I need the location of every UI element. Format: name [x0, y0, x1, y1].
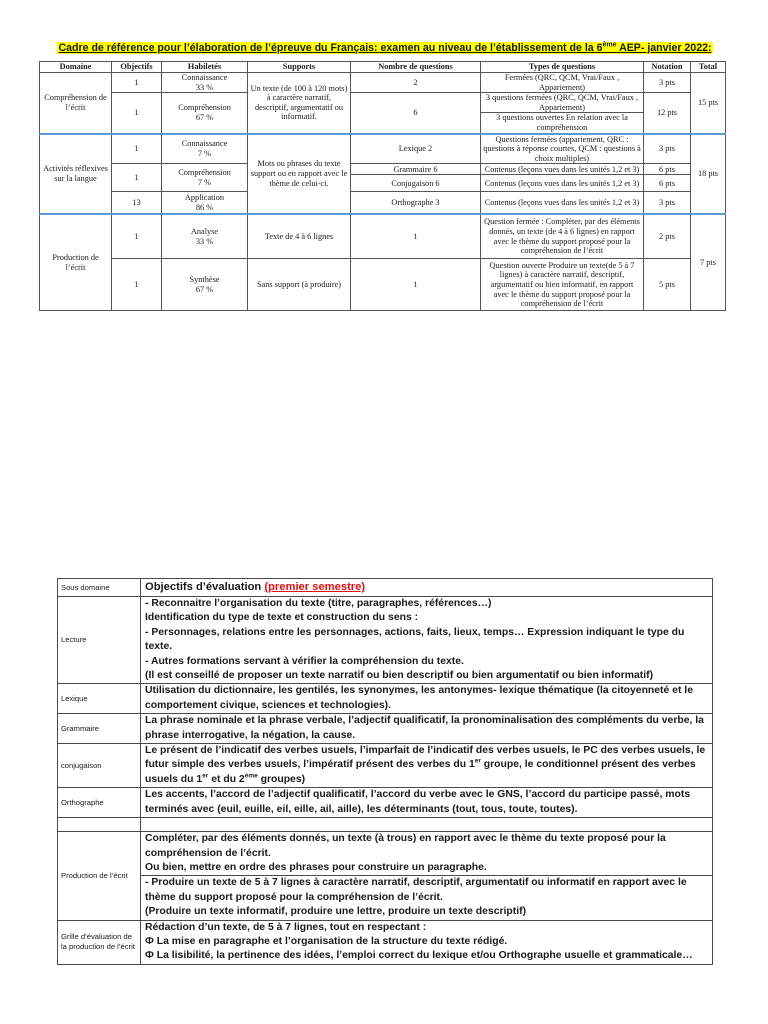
skill-cell: Compréhension 7 % [162, 164, 248, 192]
header-cell: Notation [644, 62, 691, 73]
subdomain-label: Grammaire [58, 714, 141, 744]
score-cell: 5 pts [644, 259, 691, 311]
total-cell: 7 pts [691, 214, 726, 311]
table-row [40, 214, 726, 259]
subdomain-label: Lexique [58, 684, 141, 714]
question-count-cell: 6 [351, 93, 481, 134]
skill-cell: Synthèse 67 % [162, 259, 248, 311]
subdomain-header: Sous domaine [58, 579, 141, 597]
question-type-cell: Contenus (leçons vues dans les unités 1,2 et 3) [481, 164, 644, 175]
question-count-cell: 1 [351, 259, 481, 311]
skill-cell: Analyse 33 % [162, 214, 248, 259]
conjugation-objectives: Le présent de l’indicatif des verbes usuels, l’imparfait de l’indicatif des verbes usuels, le PC des verbes usuels, le futur simple des verbes usuels, l’impératif présent des verbes du 1er groupe, le conditionnel présent des verbes usuels du 1er et du 2ème groupes) [141, 744, 713, 788]
objective-cell: 1 [112, 134, 162, 164]
subdomain-label: Orthographe [58, 788, 141, 818]
reading-objectives: - Reconnaitre l’organisation du texte (titre, paragraphes, références…) Identification du type de texte et construction du sens : - Personnages, relations entre les personnages, actions, faits, lieux, temps… Expression indiquant le type du texte. - Autres formations servant à vérifier la compréhension du texte. (Il est conseillé de proposer un texte narratif ou bien descriptif ou bien argumentatif ou bien informatif) [141, 597, 713, 684]
table-row-empty [58, 818, 713, 832]
score-cell: 6 pts [644, 164, 691, 175]
table-row [40, 259, 726, 311]
table-row [58, 597, 713, 684]
skill-cell: Compréhension 67 % [162, 93, 248, 134]
objective-cell: 1 [112, 259, 162, 311]
skill-cell: Connaissance 33 % [162, 73, 248, 93]
header-cell: Supports [248, 62, 351, 73]
semester-label: (premier semestre) [264, 581, 366, 594]
header-cell: Total [691, 62, 726, 73]
score-cell: 3 pts [644, 134, 691, 164]
document-title: Cadre de référence pour l’élaboration de l’épreuve du Français: examen au niveau de l’établissement de la 6ème AEP- janvier 2022: [58, 41, 712, 54]
table-row [58, 876, 713, 920]
domain-cell: Production de l’écrit [40, 214, 112, 311]
domain-cell: Activités réflexives sur la langue [40, 134, 112, 214]
table-row [40, 93, 726, 113]
question-type-cell: Questions fermées (appariement, QRC : questions à réponse courtes, QCM : questions à choix multiples) [481, 134, 644, 164]
question-type-cell: 3 questions ouvertes En relation avec la compréhension [481, 113, 644, 134]
subdomain-label: conjugaison [58, 744, 141, 788]
writing-objectives-completion: Compléter, par des éléments donnés, un texte (à trous) en rapport avec le thème du texte proposé pour la compréhension de l’écrit. Ou bien, mettre en ordre des phrases pour construire un paragraphe. [141, 832, 713, 876]
table-row [58, 788, 713, 818]
objective-cell: 1 [112, 93, 162, 134]
subdomain-label: Production de l’écrit [58, 832, 141, 920]
header-cell: Types de questions [481, 62, 644, 73]
score-cell: 2 pts [644, 214, 691, 259]
writing-objectives-production: - Produire un texte de 5 à 7 lignes à caractère narratif, descriptif, argumentatif ou informatif en rapport avec le thème du support proposé pour la compréhension de l’écrit. (Produire un texte informatif, produire une lettre, produire un texte descriptif) [141, 876, 713, 920]
total-cell: 18 pts [691, 134, 726, 214]
skill-cell: Application 86 % [162, 192, 248, 214]
question-count-cell: 1 [351, 214, 481, 259]
score-cell: 3 pts [644, 192, 691, 214]
table-header-row [40, 62, 726, 73]
header-cell: Nombre de questions [351, 62, 481, 73]
support-cell: Mots ou phrases du texte support ou en rapport avec le thème de celui-ci. [248, 134, 351, 214]
table-row [58, 684, 713, 714]
support-cell: Sans support (à produire) [248, 259, 351, 311]
question-count-cell: Lexique 2 [351, 134, 481, 164]
subdomain-label: Grille d’évaluation de la production de l’écrit [58, 920, 141, 964]
table-row [58, 832, 713, 876]
total-cell: 15 pts [691, 73, 726, 134]
objective-cell: 1 [112, 73, 162, 93]
support-cell: Un texte (de 100 à 120 mots) à caractère narratif, descriptif, argumentatif ou informatif. [248, 73, 351, 134]
question-type-cell: 3 questions fermées (QRC, QCM, Vrai/Faux , Appariement) [481, 93, 644, 113]
question-count-cell: Conjugaison 6 [351, 175, 481, 192]
header-cell: Domaine [40, 62, 112, 73]
table-row [40, 192, 726, 214]
table-row [40, 134, 726, 164]
question-type-cell: Contenus (leçons vues dans les unités 1,2 et 3) [481, 175, 644, 192]
question-type-cell: Question fermée : Compléter, par des éléments donnés, un texte (de 4 à 6 lignes) en rapport avec le thème du support proposé pour la compréhension de l’écrit [481, 214, 644, 259]
table-header-row [58, 579, 713, 597]
reference-table [39, 61, 726, 311]
domain-cell: Compréhension de l’écrit [40, 73, 112, 134]
objectives-header: Objectifs d’évaluation (premier semestre) [141, 579, 713, 597]
table-row [58, 744, 713, 788]
subdomain-label: Lecture [58, 597, 141, 684]
table-row [58, 920, 713, 964]
score-cell: 12 pts [644, 93, 691, 134]
objective-cell: 1 [112, 164, 162, 192]
support-cell: Texte de 4 à 6 lignes [248, 214, 351, 259]
question-count-cell: Orthographe 3 [351, 192, 481, 214]
vocabulary-objectives: Utilisation du dictionnaire, les gentilés, les synonymes, les antonymes- lexique thématique (la citoyenneté et le comportement civique, sciences et technologies). [141, 684, 713, 714]
question-type-cell: Question ouverte Produire un texte(de 5 à 7 lignes) à caractère narratif, descriptif, argumentatif ou bien informatif, en rapport avec le thème du support proposé pour la compréhension de l’écrit [481, 259, 644, 311]
spelling-objectives: Les accents, l’accord de l’adjectif qualificatif, l’accord du verbe avec le GNS, l’accord du participe passé, mots terminés avec (euil, euille, eil, eille, ail, aille), les déterminants (tout, tous, toute, toutes). [141, 788, 713, 818]
objectives-table [57, 578, 713, 965]
question-count-cell: Grammaire 6 [351, 164, 481, 175]
table-row [58, 714, 713, 744]
header-cell: Objectifs [112, 62, 162, 73]
grammar-objectives: La phrase nominale et la phrase verbale, l’adjectif qualificatif, la pronominalisation des compléments du verbe, la phrase interrogative, la négation, la cause. [141, 714, 713, 744]
objective-cell: 13 [112, 192, 162, 214]
table-row [40, 164, 726, 175]
question-type-cell: Contenus (leçons vues dans les unités 1,2 et 3) [481, 192, 644, 214]
header-cell: Habiletés [162, 62, 248, 73]
score-cell: 3 pts [644, 73, 691, 93]
score-cell: 6 pts [644, 175, 691, 192]
question-type-cell: Fermées (QRC, QCM, Vrai/Faux , Appariement) [481, 73, 644, 93]
question-count-cell: 2 [351, 73, 481, 93]
evaluation-grid: Rédaction d’un texte, de 5 à 7 lignes, tout en respectant : Ф La mise en paragraphe et l’organisation de la structure du texte rédigé. Ф La lisibilité, la pertinence des idées, l’emploi correct du lexique et/ou Orthographe usuelle et grammaticale… [141, 920, 713, 964]
table-row [40, 73, 726, 93]
objective-cell: 1 [112, 214, 162, 259]
skill-cell: Connaissance 7 % [162, 134, 248, 164]
